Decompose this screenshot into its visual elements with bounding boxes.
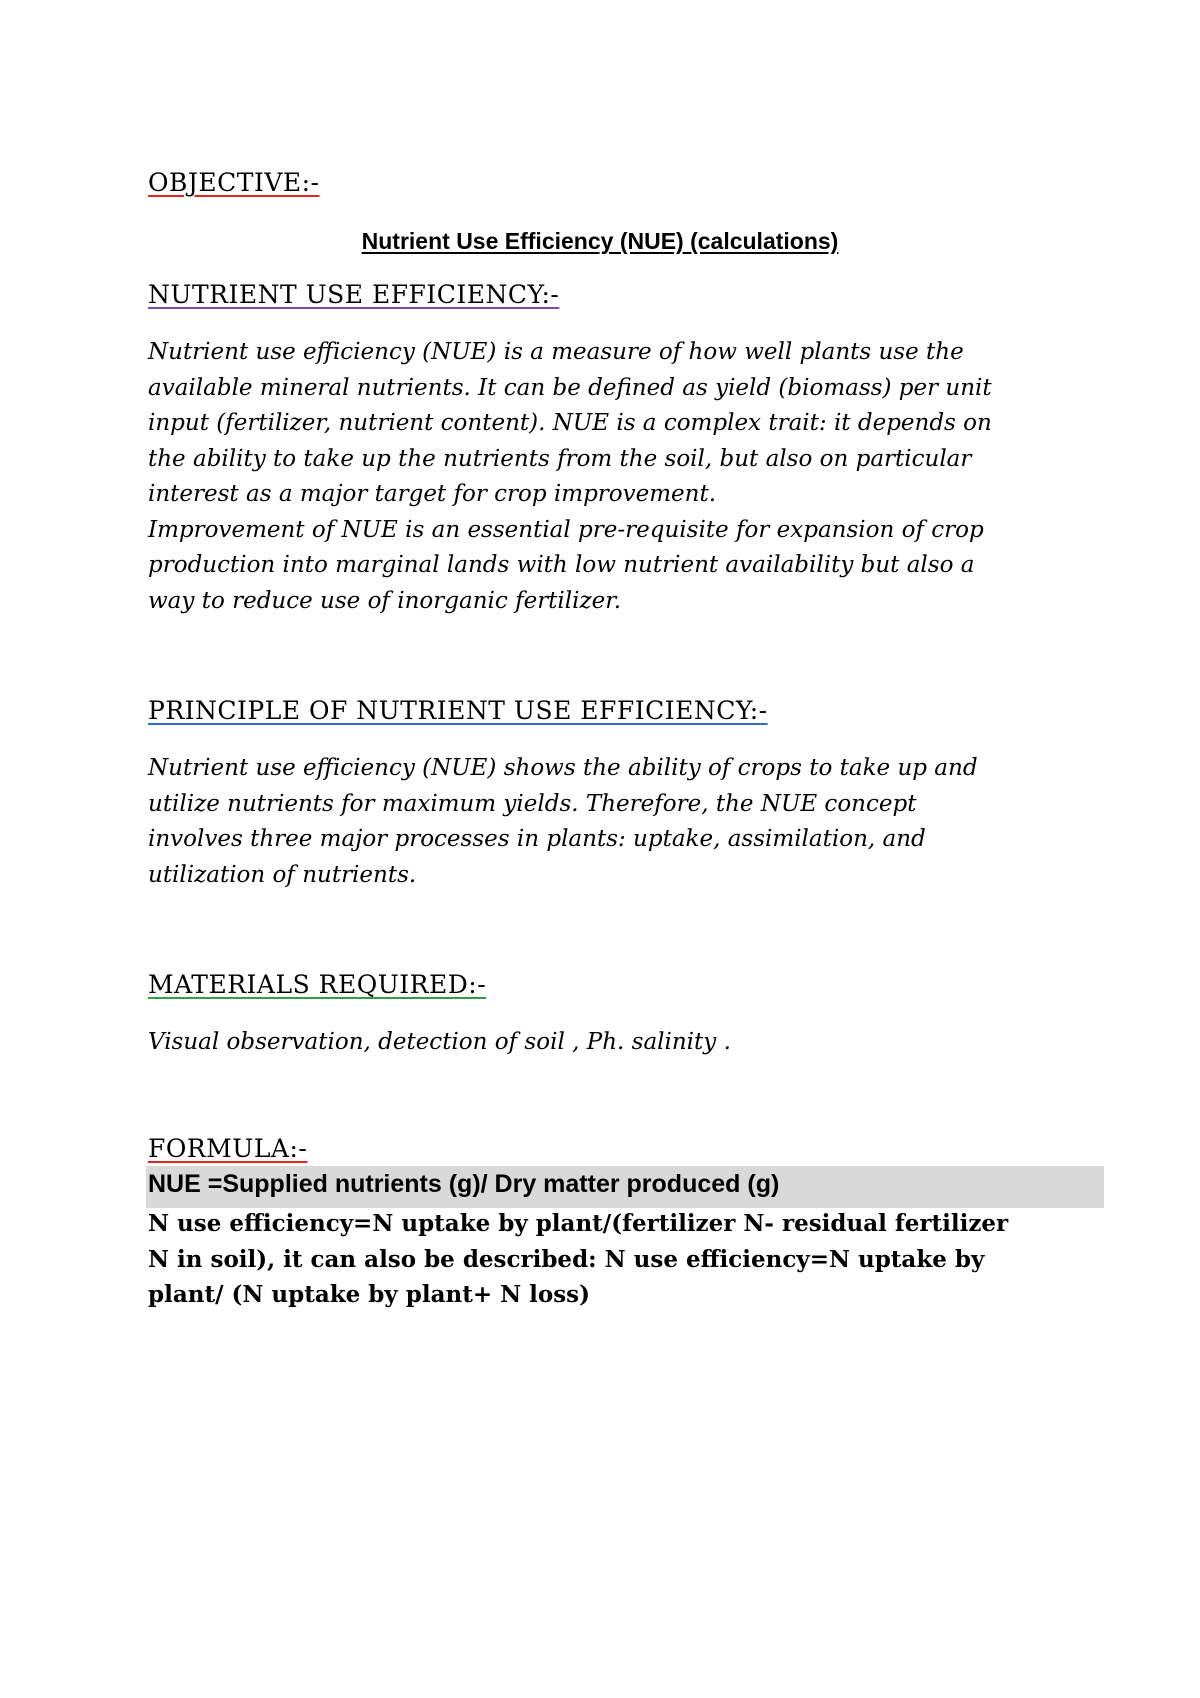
paragraph-line: input (fertilizer, nutrient content). NUE is a complex trait: it depends on [148, 410, 992, 436]
paragraph-line: production into marginal lands with low nutrient availability but also a [148, 552, 975, 578]
paragraph-line: Improvement of NUE is an essential pre-requisite for expansion of crop [148, 516, 984, 543]
materials-paragraph [148, 1025, 1048, 1061]
paragraph-line: utilize nutrients for maximum yields. Therefore, the NUE concept [148, 790, 917, 817]
nue-heading: NUTRIENT USE EFFICIENCY:- [148, 280, 560, 309]
formula-line: N use efficiency=N uptake by plant/(fertilizer N- residual fertilizer [148, 1210, 1009, 1237]
paragraph-line: involves three major processes in plants: uptake, assimilation, and [148, 826, 926, 852]
formula-heading: FORMULA:- [148, 1134, 308, 1163]
principle-heading: PRINCIPLE OF NUTRIENT USE EFFICIENCY:- [148, 696, 768, 725]
nue-formula: NUE =Supplied nutrients (g)/ Dry matter produced (g) [148, 1170, 780, 1198]
nue-paragraph [148, 335, 1048, 619]
paragraph-line: interest as a major target for crop improvement. [148, 481, 717, 507]
principle-paragraph [148, 751, 1048, 893]
n-use-efficiency-formula [148, 1206, 1068, 1313]
paragraph-line: Nutrient use efficiency (NUE) is a measure of how well plants use the [148, 339, 964, 365]
objective-heading: OBJECTIVE:- [148, 168, 320, 197]
formula-line: N in soil), it can also be described: N use efficiency=N uptake by [148, 1245, 985, 1273]
paragraph-line: Nutrient use efficiency (NUE) shows the ability of crops to take up and [148, 755, 978, 781]
paragraph-line: way to reduce use of inorganic fertilizer. [148, 587, 622, 614]
paragraph-line: Visual observation, detection of soil , Ph. salinity . [148, 1029, 731, 1055]
document-title: Nutrient Use Efficiency (NUE) (calculations) [361, 228, 839, 254]
materials-heading: MATERIALS REQUIRED:- [148, 970, 487, 999]
paragraph-line: utilization of nutrients. [148, 861, 417, 888]
formula-line: plant/ (N uptake by plant+ N loss) [148, 1281, 590, 1308]
paragraph-line: available mineral nutrients. It can be defined as yield (biomass) per unit [148, 374, 992, 401]
paragraph-line: the ability to take up the nutrients from the soil, but also on particular [148, 445, 972, 472]
